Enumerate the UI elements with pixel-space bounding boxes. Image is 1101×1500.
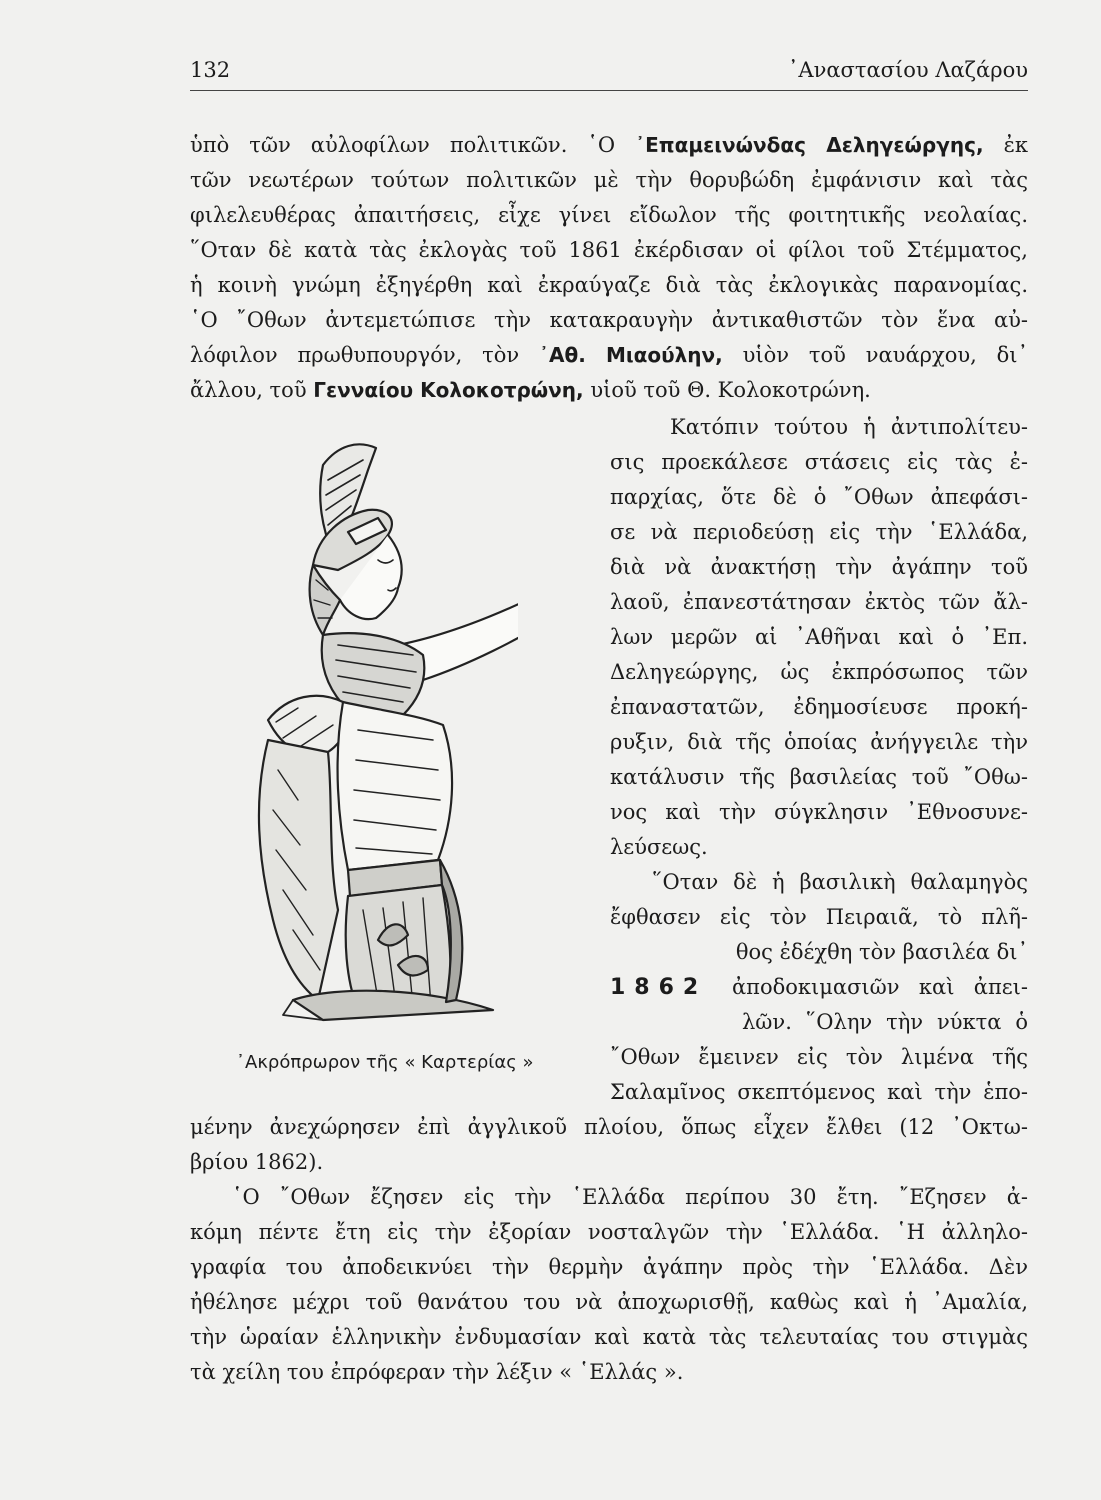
text-line: θος ἐδέχθη τὸν βασιλέα δι᾿	[735, 940, 1028, 964]
text-line: νος καὶ τὴν σύγκλησιν ᾿Εθνοσυνε-	[610, 800, 1028, 824]
text-line: τὰ χείλη του ἐπρόφεραν τὴν λέξιν « ῾Ελλάς ».	[190, 1360, 684, 1384]
text-line: ἀποδοκιμασιῶν καὶ ἀπει-	[732, 975, 1028, 999]
margin-year: 1862	[610, 975, 708, 1000]
text-line: τὴν ὡραίαν ἑλληνικὴν ἐνδυμασίαν καὶ κατὰ τὰς τελευταίας του στιγμὰς	[190, 1325, 1028, 1349]
text-line: ἔφθασεν εἰς τὸν Πειραιᾶ, τὸ πλῆ-	[610, 905, 1028, 929]
text-line: βρίου 1862).	[190, 1150, 324, 1174]
text-line: ῞Οταν δὲ κατὰ τὰς ἐκλογὰς τοῦ 1861 ἐκέρδισαν οἱ φίλοι τοῦ Στέμματος,	[190, 238, 1028, 262]
page-number: 132	[190, 58, 231, 82]
text-line: κόμη πέντε ἔτη εἰς τὴν ἐξορίαν νοσταλγῶν τὴν ῾Ελλάδα. ῾Η ἀλληλο-	[190, 1220, 1028, 1244]
text-line: φιλελευθέρας ἀπαιτήσεις, εἶχε γίνει εἴδωλον τῆς φοιτητικῆς νεολαίας.	[190, 203, 1028, 227]
text-line: παρχίας, ὅτε δὲ ὁ ῎Οθων ἀπεφάσι-	[610, 485, 1028, 509]
text-line: ῎Οθων ἔμεινεν εἰς τὸν λιμένα τῆς	[610, 1045, 1028, 1069]
text-line: ἄλλου, τοῦ Γενναίου Κολοκοτρώνη, υἱοῦ τοῦ Θ. Κολοκοτρώνη.	[190, 378, 871, 402]
bold-name: ᾿Επαμεινώνδας Δεληγεώργης,	[635, 133, 984, 157]
text-line: ῾Ο ῎Οθων ἀντεμετώπισε τὴν κατακραυγὴν ἀντικαθιστῶν τὸν ἕνα αὐ-	[190, 308, 1028, 332]
text-line: κατάλυσιν τῆς βασιλείας τοῦ ῎Οθω-	[610, 765, 1028, 789]
text-line: Κατόπιν τούτου ἡ ἀντιπολίτευ-	[670, 415, 1028, 439]
figurehead-illustration	[228, 440, 518, 1040]
figure-caption: ᾿Ακρόπρωρον τῆς « Καρτερίας »	[236, 1052, 534, 1073]
text-line: διὰ νὰ ἀνακτήσῃ τὴν ἀγάπην τοῦ	[610, 555, 1028, 579]
text-line: μένην ἀνεχώρησεν ἐπὶ ἀγγλικοῦ πλοίου, ὅπως εἶχεν ἔλθει (12 ᾿Οκτω-	[190, 1115, 1028, 1139]
text-line: ἐπαναστατῶν, ἐδημοσίευσε προκή-	[610, 695, 1028, 719]
running-title: ᾿Αναστασίου Λαζάρου	[787, 58, 1028, 82]
text-line: λεύσεως.	[610, 835, 708, 859]
text-line: γραφία του ἀποδεικνύει τὴν θερμὴν ἀγάπην πρὸς τὴν ῾Ελλάδα. Δὲν	[190, 1255, 1028, 1279]
text-line: ῞Οταν δὲ ἡ βασιλικὴ θαλαμηγὸς	[652, 870, 1028, 894]
bold-name: Γενναίου Κολοκοτρώνη,	[313, 378, 584, 402]
text-line: τῶν νεωτέρων τούτων πολιτικῶν μὲ τὴν θορυβώδη ἐμφάνισιν καὶ τὰς	[190, 168, 1028, 192]
text-line: Δεληγεώργης, ὡς ἐκπρόσωπος τῶν	[610, 660, 1028, 684]
text-line: ἡ κοινὴ γνώμη ἐξηγέρθη καὶ ἐκραύγαζε διὰ τὰς ἐκλογικὰς παρανομίας.	[190, 273, 1028, 297]
text-line: λων μερῶν αἱ ᾿Αθῆναι καὶ ὁ ᾿Επ.	[610, 625, 1028, 649]
text-line: λαοῦ, ἐπανεστάτησαν ἐκτὸς τῶν ἄλ-	[610, 590, 1028, 614]
bold-name: ᾿Αθ. Μιαούλην,	[539, 343, 723, 367]
text-line: ῾Ο ῎Οθων ἔζησεν εἰς τὴν ῾Ελλάδα περίπου 30 ἔτη. ῎Εζησεν ἀ-	[232, 1185, 1028, 1209]
page-header	[190, 58, 1028, 91]
text-line: ὑπὸ τῶν αὐλοφίλων πολιτικῶν. ῾Ο ᾿Επαμεινώνδας Δεληγεώργης, ἐκ	[190, 133, 1028, 157]
text-line: λόφιλον πρωθυπουργόν, τὸν ᾿Αθ. Μιαούλην, υἱὸν τοῦ ναυάρχου, δι᾿	[190, 343, 1028, 367]
text-line: σις προεκάλεσε στάσεις εἰς τὰς ἐ-	[610, 450, 1028, 474]
text-line: λῶν. ῞Ολην τὴν νύκτα ὁ	[742, 1010, 1028, 1034]
text-line: Σαλαμῖνος σκεπτόμενος καὶ τὴν ἑπο-	[610, 1080, 1028, 1104]
text-line: ἠθέλησε μέχρι τοῦ θανάτου του νὰ ἀποχωρισθῇ, καθὼς καὶ ἡ ᾿Αμαλία,	[190, 1290, 1028, 1314]
text-line: ρυξιν, διὰ τῆς ὁποίας ἀνήγγειλε τὴν	[610, 730, 1028, 754]
text-line: σε νὰ περιοδεύσῃ εἰς τὴν ῾Ελλάδα,	[610, 520, 1028, 544]
